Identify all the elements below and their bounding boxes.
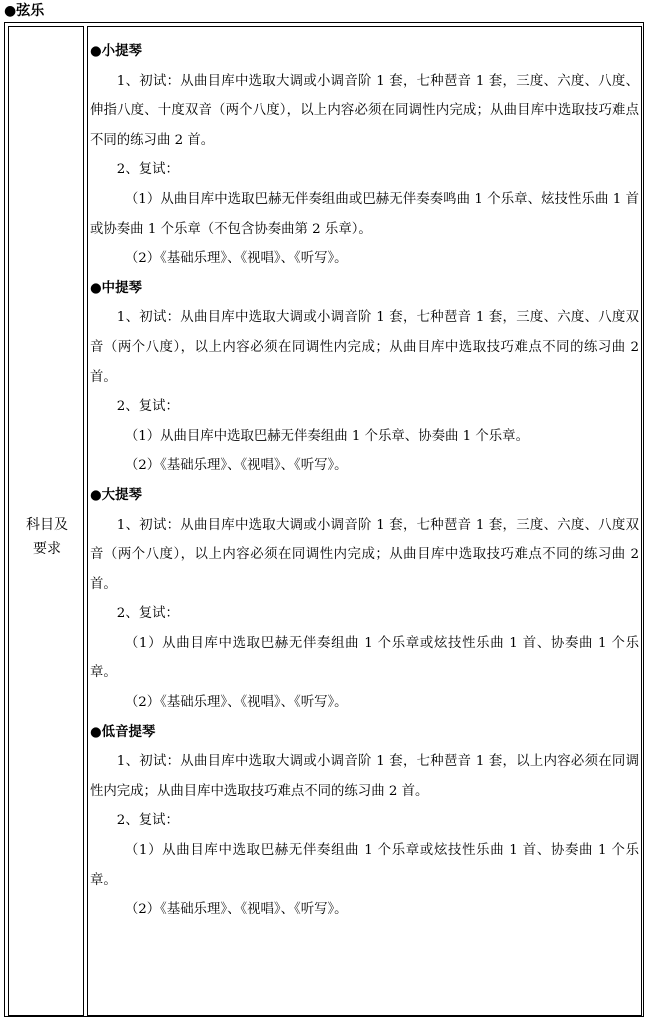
requirement-item: 1、初试：从曲目库中选取大调或小调音阶 1 套，七种琶音 1 套，三度、六度、八度、伸指八度、十度双音（两个八度），以上内容必须在同调性内完成；从曲目库中选取技巧难点不同的练习曲 2 首。 <box>90 73 639 148</box>
requirements-table <box>4 22 644 1017</box>
requirement-item: 2、复试： <box>116 399 179 415</box>
instrument-title: ●中提琴 <box>90 280 142 296</box>
instrument-section <box>90 274 639 481</box>
requirement-item: 1、初试：从曲目库中选取大调或小调音阶 1 套，七种琶音 1 套，三度、六度、八度双音（两个八度），以上内容必须在同调性内完成；从曲目库中选取技巧难点不同的练习曲 2 首。 <box>90 517 639 592</box>
requirement-subitem: （1）从曲目库中选取巴赫无伴奏组曲 1 个乐章或炫技性乐曲 1 首、协奏曲 1 个乐章。 <box>90 635 639 681</box>
requirements-content <box>88 27 641 925</box>
instrument-title: ●小提琴 <box>90 44 142 59</box>
row-label-text: 科目及要求 <box>26 517 68 557</box>
requirement-subitem: （1）从曲目库中选取巴赫无伴奏组曲或巴赫无伴奏奏鸣曲 1 个乐章、炫技性乐曲 1 首或协奏曲 1 个乐章（不包含协奏曲第 2 乐章）。 <box>90 191 639 237</box>
requirement-subitem: （2）《基础乐理》、《视唱》、《听写》。 <box>124 902 348 918</box>
section-title: ●弦乐 <box>4 3 45 19</box>
requirement-item: 1、初试：从曲目库中选取大调或小调音阶 1 套，七种琶音 1 套，三度、六度、八度双音（两个八度），以上内容必须在同调性内完成；从曲目库中选取技巧难点不同的练习曲 2 首。 <box>90 310 639 385</box>
requirement-subitem: （2）《基础乐理》、《视唱》、《听写》。 <box>124 251 348 267</box>
requirement-item: 2、复试： <box>116 162 179 178</box>
requirement-subitem: （2）《基础乐理》、《视唱》、《听写》。 <box>124 695 348 711</box>
instrument-section <box>90 37 639 274</box>
requirement-subitem: （2）《基础乐理》、《视唱》、《听写》。 <box>124 458 348 474</box>
instrument-title: ●大提琴 <box>90 487 142 503</box>
requirement-item: 2、复试： <box>116 813 179 829</box>
instrument-section <box>90 481 639 718</box>
requirements-content-cell <box>87 26 642 1016</box>
requirement-subitem: （1）从曲目库中选取巴赫无伴奏组曲 1 个乐章、协奏曲 1 个乐章。 <box>124 428 529 444</box>
instrument-section <box>90 718 639 925</box>
requirement-item: 2、复试： <box>116 606 179 622</box>
requirement-item: 1、初试：从曲目库中选取大调或小调音阶 1 套，七种琶音 1 套，以上内容必须在同调性内完成；从曲目库中选取技巧难点不同的练习曲 2 首。 <box>90 754 639 799</box>
instrument-title: ●低音提琴 <box>90 724 156 740</box>
row-label <box>9 513 85 561</box>
row-label-cell <box>8 26 84 1016</box>
requirement-subitem: （1）从曲目库中选取巴赫无伴奏组曲 1 个乐章或炫技性乐曲 1 首、协奏曲 1 个乐章。 <box>90 843 639 888</box>
